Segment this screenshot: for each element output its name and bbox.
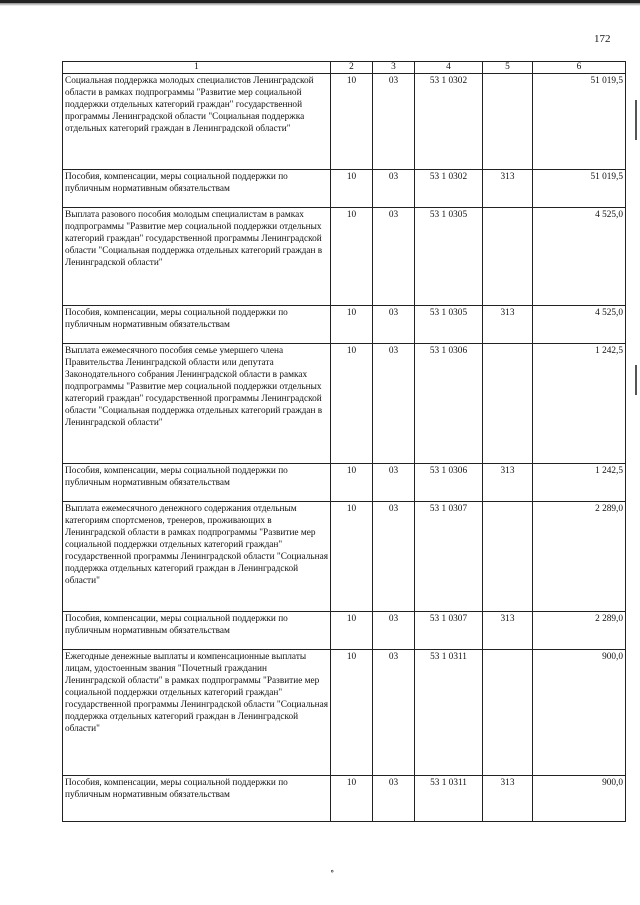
- table-row: [63, 650, 626, 776]
- row-target-code: 53 1 0307: [415, 612, 483, 650]
- row-subsection: 03: [373, 650, 415, 776]
- column-header: 1: [63, 62, 331, 74]
- row-subsection: 03: [373, 612, 415, 650]
- row-expense-type: [483, 208, 533, 306]
- table-row: [63, 306, 626, 344]
- row-section: 10: [331, 74, 373, 170]
- table-row: [63, 344, 626, 464]
- row-expense-type: 313: [483, 612, 533, 650]
- row-subsection: 03: [373, 344, 415, 464]
- row-target-code: 53 1 0302: [415, 74, 483, 170]
- row-name: Выплата разового пособия молодым специалистам в рамках подпрограммы "Развитие мер социальной поддержки отдельных категорий граждан" государственной программы Ленинградской области "Социальная поддержка отдельных категорий граждан в Ленинградской области": [63, 208, 331, 306]
- row-expense-type: 313: [483, 170, 533, 208]
- row-target-code: 53 1 0305: [415, 208, 483, 306]
- row-amount: 51 019,5: [533, 74, 626, 170]
- row-subsection: 03: [373, 208, 415, 306]
- scan-top-border: [0, 0, 640, 6]
- row-name: Пособия, компенсации, меры социальной поддержки по публичным нормативным обязательствам: [63, 464, 331, 502]
- scan-edge-mark: [635, 100, 637, 140]
- row-target-code: 53 1 0306: [415, 344, 483, 464]
- row-name: Пособия, компенсации, меры социальной поддержки по публичным нормативным обязательствам: [63, 306, 331, 344]
- column-header: 5: [483, 62, 533, 74]
- row-section: 10: [331, 464, 373, 502]
- scan-artifact: ∘: [330, 866, 335, 876]
- column-header: 6: [533, 62, 626, 74]
- row-name: Выплата ежемесячного пособия семье умершего члена Правительства Ленинградской области или депутата Законодательного собрания Ленинградской области в рамках подпрограммы "Развитие мер социальной поддержки отдельных категорий граждан" государственной программы Ленинградской области "Социальная поддержка отдельных категорий граждан в Ленинградской области": [63, 344, 331, 464]
- table-row: [63, 464, 626, 502]
- row-target-code: 53 1 0311: [415, 650, 483, 776]
- row-target-code: 53 1 0305: [415, 306, 483, 344]
- row-subsection: 03: [373, 776, 415, 822]
- row-section: 10: [331, 344, 373, 464]
- row-section: 10: [331, 776, 373, 822]
- row-subsection: 03: [373, 502, 415, 612]
- table-row: [63, 170, 626, 208]
- row-subsection: 03: [373, 170, 415, 208]
- row-expense-type: 313: [483, 464, 533, 502]
- row-subsection: 03: [373, 74, 415, 170]
- table-header-row: [63, 62, 626, 74]
- row-section: 10: [331, 306, 373, 344]
- row-target-code: 53 1 0307: [415, 502, 483, 612]
- budget-table: [62, 61, 626, 822]
- row-expense-type: [483, 74, 533, 170]
- row-section: 10: [331, 612, 373, 650]
- scan-edge-mark: [635, 365, 637, 395]
- row-expense-type: [483, 502, 533, 612]
- row-name: Пособия, компенсации, меры социальной поддержки по публичным нормативным обязательствам: [63, 776, 331, 822]
- row-amount: 1 242,5: [533, 464, 626, 502]
- table-row: [63, 776, 626, 822]
- row-section: 10: [331, 170, 373, 208]
- row-target-code: 53 1 0306: [415, 464, 483, 502]
- row-amount: 2 289,0: [533, 502, 626, 612]
- row-section: 10: [331, 208, 373, 306]
- row-expense-type: 313: [483, 306, 533, 344]
- row-amount: 1 242,5: [533, 344, 626, 464]
- column-header: 4: [415, 62, 483, 74]
- row-amount: 4 525,0: [533, 208, 626, 306]
- table-row: [63, 74, 626, 170]
- row-expense-type: [483, 344, 533, 464]
- row-name: Ежегодные денежные выплаты и компенсационные выплаты лицам, удостоенным звания "Почетный гражданин Ленинградской области" в рамках подпрограммы "Развитие мер социальной поддержки отдельных категорий граждан" государственной программы Ленинградской области "Социальная поддержка отдельных категорий граждан в Ленинградской области": [63, 650, 331, 776]
- row-name: Пособия, компенсации, меры социальной поддержки по публичным нормативным обязательствам: [63, 612, 331, 650]
- table-row: [63, 502, 626, 612]
- column-header: 3: [373, 62, 415, 74]
- row-amount: 2 289,0: [533, 612, 626, 650]
- row-subsection: 03: [373, 306, 415, 344]
- column-header: 2: [331, 62, 373, 74]
- row-amount: 900,0: [533, 776, 626, 822]
- table-row: [63, 612, 626, 650]
- row-name: Социальная поддержка молодых специалистов Ленинградской области в рамках подпрограммы "Развитие мер социальной поддержки отдельных категорий граждан" государственной программы Ленинградской области "Социальная поддержка отдельных категорий граждан в Ленинградской области": [63, 74, 331, 170]
- table-row: [63, 208, 626, 306]
- row-amount: 51 019,5: [533, 170, 626, 208]
- row-target-code: 53 1 0311: [415, 776, 483, 822]
- row-amount: 900,0: [533, 650, 626, 776]
- row-name: Пособия, компенсации, меры социальной поддержки по публичным нормативным обязательствам: [63, 170, 331, 208]
- row-expense-type: 313: [483, 776, 533, 822]
- row-section: 10: [331, 502, 373, 612]
- row-target-code: 53 1 0302: [415, 170, 483, 208]
- row-amount: 4 525,0: [533, 306, 626, 344]
- row-expense-type: [483, 650, 533, 776]
- row-section: 10: [331, 650, 373, 776]
- row-subsection: 03: [373, 464, 415, 502]
- row-name: Выплата ежемесячного денежного содержания отдельным категориям спортсменов, тренеров, проживающих в Ленинградской области в рамках подпрограммы "Развитие мер социальной поддержки отдельных категорий граждан" государственной программы Ленинградской области "Социальная поддержка отдельных категорий граждан в Ленинградской области": [63, 502, 331, 612]
- page-number: 172: [594, 33, 611, 45]
